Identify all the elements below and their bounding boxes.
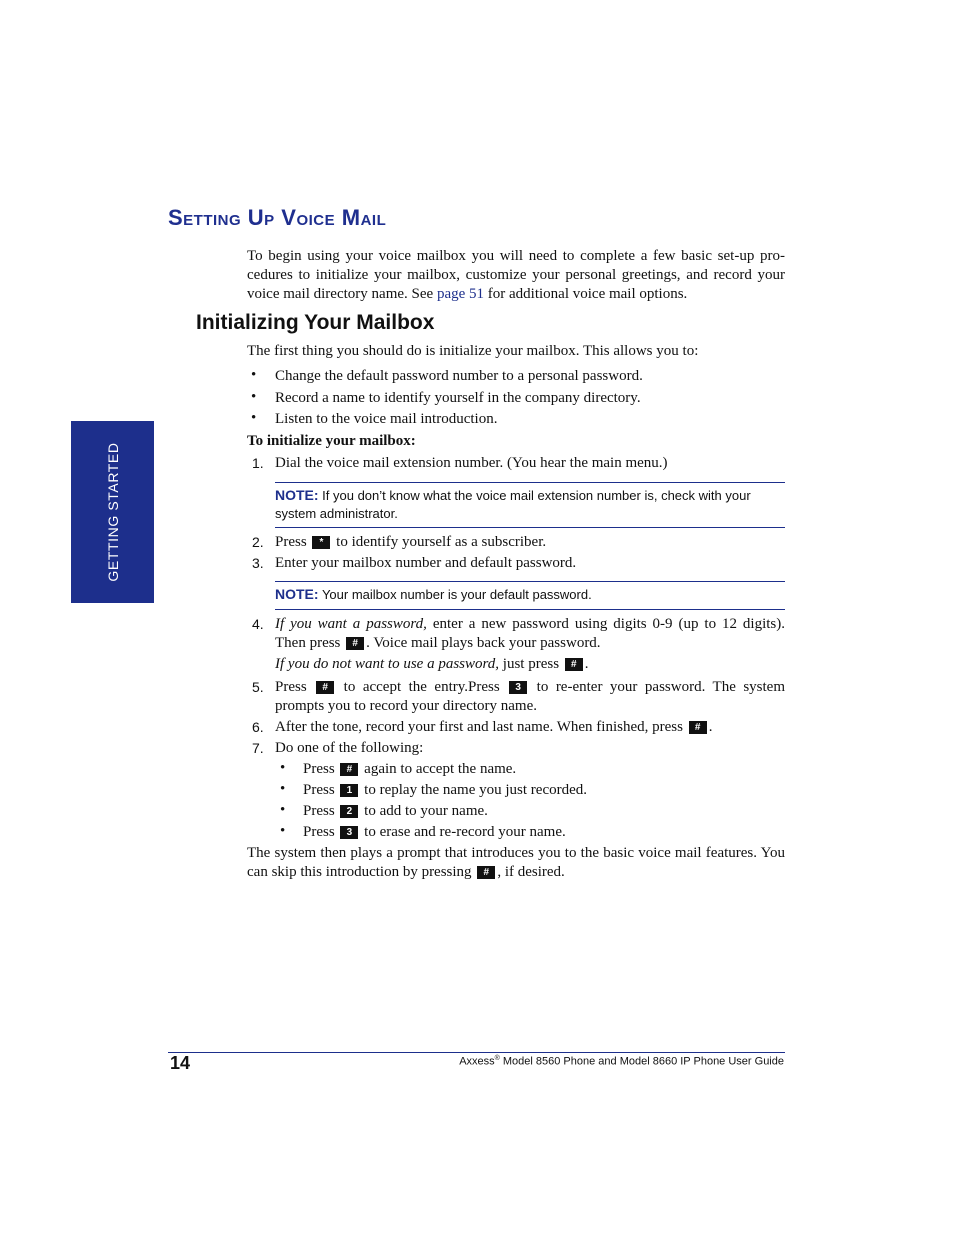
subsection-title: Initializing Your Mailbox [196,311,435,334]
step-number: 7. [252,740,264,756]
sub-bullet-item: Press 1 to replay the name you just recorded. [303,782,588,798]
sub-bullet-item: Press 2 to add to your name. [303,803,488,819]
note-box [275,581,785,610]
page-number: 14 [170,1053,191,1073]
note-text: If you don’t know what the voice mail extension number is, check with your system administrator. [275,488,751,521]
step-5-text: Press # to accept the entry.Press 3 to re-enter your password. The system prompts you to record your directory name. [275,679,786,714]
lead-text: The first thing you should do is initialize your mailbox. This allows you to: [247,343,699,359]
hash-key-icon: # [340,763,358,776]
section-title: Setting Up Voice Mail [168,205,387,230]
hash-key-icon: # [346,637,364,650]
star-key-icon: * [312,536,330,549]
intro-paragraph: To begin using your voice mailbox you will need to complete a few basic set-up pro-cedures to initialize your mailbox, customize your personal greetings, and record your voice mail directory name. See page 51 for additional voice mail options. [247,248,785,302]
footer-title: Axxess® Model 8560 Phone and Model 8660 IP Phone User Guide [459,1055,784,1068]
bullet-icon: • [280,823,286,839]
footer-divider [168,1052,785,1053]
closing-paragraph: The system then plays a prompt that introduces you to the basic voice mail features. You can skip this introduction by pressing # , if desired. [247,845,785,880]
step-4-text: If you want a password, enter a new password using digits 0-9 (up to 12 digits). Then press # . Voice mail plays back your password. [275,616,786,651]
note-label: NOTE: [275,586,319,602]
sub-bullet-item: Press 3 to erase and re-record your name. [303,824,566,840]
step-number: 6. [252,719,264,735]
hash-key-icon: # [316,681,334,694]
step-6-text: After the tone, record your first and last name. When finished, press # . [275,719,713,735]
note-box [275,482,785,528]
bullet-item: Change the default password number to a personal password. [275,368,643,384]
bullet-item: Listen to the voice mail introduction. [275,411,498,427]
sub-bullet-item: Press # again to accept the name. [303,761,517,777]
bullet-icon: • [280,781,286,797]
three-key-icon: 3 [340,826,358,839]
bullet-icon: • [251,410,257,426]
step-number: 3. [252,555,264,571]
bullet-icon: • [280,760,286,776]
step-number: 4. [252,616,264,632]
one-key-icon: 1 [340,784,358,797]
hash-key-icon: # [565,658,583,671]
step-3-text: Enter your mailbox number and default password. [275,555,577,571]
bullet-icon: • [280,802,286,818]
step-1-text: Dial the voice mail extension number. (You hear the main menu.) [275,455,668,471]
step-7-text: Do one of the following: [275,740,424,756]
three-key-icon: 3 [509,681,527,694]
bullet-item: Record a name to identify yourself in the company directory. [275,390,641,406]
hash-key-icon: # [689,721,707,734]
bullet-icon: • [251,389,257,405]
step-number: 2. [252,534,264,550]
note-label: NOTE: [275,487,319,503]
side-tab-label: GETTING STARTED [104,442,121,582]
step-number: 1. [252,455,264,471]
step-number: 5. [252,679,264,695]
two-key-icon: 2 [340,805,358,818]
page-link[interactable]: page 51 [436,286,485,302]
step-4-alt-text: If you do not want to use a password, just press # . [275,656,589,672]
bullet-icon: • [251,367,257,383]
step-2-text: Press * to identify yourself as a subscriber. [275,534,547,550]
hash-key-icon: # [477,866,495,879]
procedure-heading: To initialize your mailbox: [247,433,416,449]
note-text: Your mailbox number is your default password. [318,587,592,602]
side-tab [71,421,154,603]
